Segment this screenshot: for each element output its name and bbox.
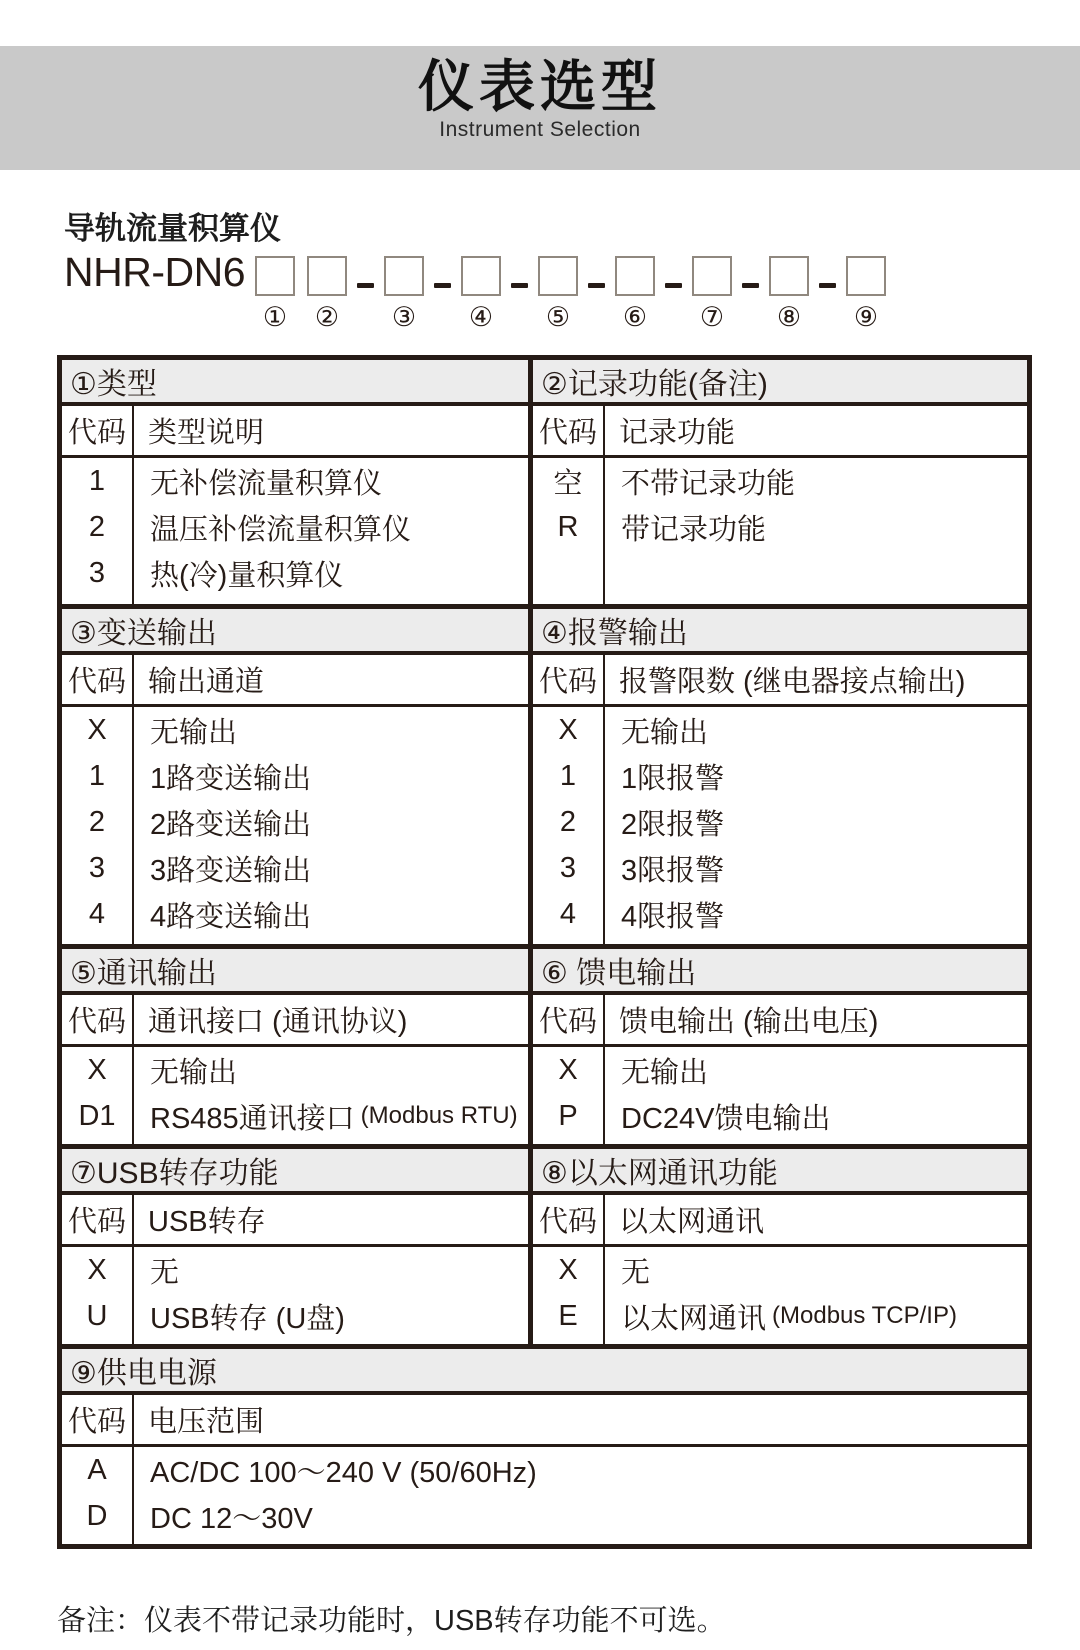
code-cell: 1: [88, 464, 106, 497]
model-code-box-4: [461, 256, 501, 296]
desc-column-header: 输出通道: [148, 666, 265, 698]
desc-cell: 温压补偿流量积算仪: [150, 513, 412, 546]
section-header: ⑧以太网通讯功能: [533, 1149, 1027, 1195]
code-cell: U: [86, 1299, 108, 1332]
code-cell: X: [87, 713, 107, 746]
desc-cell: 3限报警: [621, 854, 725, 887]
code-column-header: 代码: [62, 1195, 134, 1244]
desc-column-header: 馈电输出 (输出电压): [619, 1006, 879, 1038]
desc-cell: 以太网通讯 (Modbus TCP/IP): [621, 1302, 957, 1335]
section-alarm-output: [533, 609, 1027, 944]
desc-cell: 热(冷)量积算仪: [150, 559, 344, 592]
code-column-header: 代码: [62, 995, 134, 1044]
model-slot-6: [615, 256, 655, 332]
desc-column-header: 电压范围: [148, 1406, 265, 1438]
desc-cell: 4限报警: [621, 900, 725, 933]
code-cell: 4: [559, 897, 577, 930]
desc-cell: USB转存 (U盘): [150, 1302, 345, 1335]
desc-cell: 4路变送输出: [150, 900, 312, 933]
section-row-1-2: [62, 360, 1027, 604]
position-label-1: ①: [262, 302, 288, 333]
section-ethernet: [533, 1149, 1027, 1344]
code-column-header: 代码: [62, 1395, 134, 1444]
desc-column-header: 类型说明: [148, 417, 265, 449]
product-name: 导轨流量积算仪: [64, 211, 281, 246]
footnote: 备注：仪表不带记录功能时，USB转存功能不可选。: [57, 1605, 726, 1637]
section-header: ⑥ 馈电输出: [533, 949, 1027, 995]
desc-cell: 不带记录功能: [621, 467, 796, 500]
model-code-box-8: [769, 256, 809, 296]
code-cell: X: [87, 1253, 107, 1286]
code-column-header: 代码: [62, 655, 134, 704]
page-subtitle: Instrument Selection: [439, 118, 641, 141]
section-header: ③变送输出: [62, 609, 528, 655]
code-cell: A: [87, 1453, 107, 1486]
model-slot-4: [461, 256, 501, 332]
model-slot-9: [846, 256, 886, 332]
code-cell: X: [558, 713, 578, 746]
desc-cell: RS485通讯接口 (Modbus RTU): [150, 1102, 518, 1135]
desc-cell: 无输出: [150, 716, 238, 749]
section-header: ②记录功能(备注): [533, 360, 1027, 406]
section-row-7-8: [62, 1144, 1027, 1344]
desc-column-header: 记录功能: [619, 417, 736, 449]
code-column-header: 代码: [533, 995, 605, 1044]
desc-cell: DC 12～30V: [150, 1502, 313, 1535]
model-slot-8: [769, 256, 809, 332]
dash-separator: [357, 283, 374, 288]
dash-separator: [588, 283, 605, 288]
section-transmit-output: [62, 609, 533, 944]
desc-cell: 带记录功能: [621, 513, 767, 546]
position-label-3: ③: [391, 302, 417, 333]
position-label-2: ②: [314, 302, 340, 333]
model-prefix: NHR-DN6: [64, 249, 245, 295]
code-cell: 3: [559, 851, 577, 884]
position-label-8: ⑧: [776, 302, 802, 333]
code-column-header: 代码: [533, 655, 605, 704]
section-header: ①类型: [62, 360, 528, 406]
model-slot-7: [692, 256, 732, 332]
position-label-4: ④: [468, 302, 494, 333]
section-header: ⑤通讯输出: [62, 949, 528, 995]
code-cell: 2: [88, 510, 106, 543]
code-cell: D1: [78, 1099, 116, 1132]
model-code-box-2: [307, 256, 347, 296]
model-code-box-6: [615, 256, 655, 296]
selection-table: [57, 355, 1032, 1549]
section-usb: [62, 1149, 533, 1344]
code-cell: 3: [88, 851, 106, 884]
position-label-9: ⑨: [853, 302, 879, 333]
section-communication: [62, 949, 533, 1144]
code-cell: 4: [88, 897, 106, 930]
desc-cell: 无: [621, 1256, 651, 1289]
desc-cell: 2限报警: [621, 808, 725, 841]
model-code-box-9: [846, 256, 886, 296]
code-cell: E: [558, 1299, 578, 1332]
desc-cell: 2路变送输出: [150, 808, 312, 841]
model-slot-1: [255, 256, 295, 332]
code-column-header: 代码: [533, 1195, 605, 1244]
desc-cell: 无输出: [150, 1056, 238, 1089]
code-cell: 1: [559, 759, 577, 792]
position-label-6: ⑥: [622, 302, 648, 333]
dash-separator: [742, 283, 759, 288]
code-column-header: 代码: [533, 406, 605, 455]
model-code-line: [64, 246, 886, 332]
desc-column-header: USB转存: [148, 1206, 266, 1238]
section-power: [62, 1349, 1027, 1544]
code-cell: D: [86, 1499, 108, 1532]
code-cell: 空: [553, 467, 583, 500]
section-row-5-6: [62, 944, 1027, 1144]
desc-column-header: 报警限数 (继电器接点输出): [619, 666, 966, 698]
section-feed-output: [533, 949, 1027, 1144]
code-cell: X: [87, 1053, 107, 1086]
model-slot-5: [538, 256, 578, 332]
model-code-box-3: [384, 256, 424, 296]
page-title: 仪表选型: [418, 55, 662, 118]
code-column-header: 代码: [62, 406, 134, 455]
code-cell: 2: [559, 805, 577, 838]
model-code-box-5: [538, 256, 578, 296]
section-row-3-4: [62, 604, 1027, 944]
desc-cell: 无补偿流量积算仪: [150, 467, 383, 500]
section-header: ⑦USB转存功能: [62, 1149, 528, 1195]
dash-separator: [434, 283, 451, 288]
desc-column-header: 以太网通讯: [619, 1206, 765, 1238]
model-slot-3: [384, 256, 424, 332]
code-cell: 2: [88, 805, 106, 838]
section-row-9: [62, 1344, 1027, 1544]
dash-separator: [511, 283, 528, 288]
desc-cell: AC/DC 100～240 V (50/60Hz): [150, 1456, 537, 1489]
code-cell: R: [557, 510, 579, 543]
desc-cell: DC24V馈电输出: [621, 1102, 831, 1135]
desc-cell: 3路变送输出: [150, 854, 312, 887]
code-cell: X: [558, 1253, 578, 1286]
code-cell: 3: [88, 556, 106, 589]
model-code-box-1: [255, 256, 295, 296]
dash-separator: [665, 283, 682, 288]
section-type: [62, 360, 533, 604]
section-header: ④报警输出: [533, 609, 1027, 655]
position-label-5: ⑤: [545, 302, 571, 333]
section-record: [533, 360, 1027, 604]
desc-cell: 无: [150, 1256, 180, 1289]
code-cell: 1: [88, 759, 106, 792]
model-slot-2: [307, 256, 347, 332]
code-cell: X: [558, 1053, 578, 1086]
dash-separator: [819, 283, 836, 288]
desc-column-header: 通讯接口 (通讯协议): [148, 1006, 408, 1038]
model-code-box-7: [692, 256, 732, 296]
desc-cell: 无输出: [621, 716, 709, 749]
desc-cell: 无输出: [621, 1056, 709, 1089]
desc-cell: 1限报警: [621, 762, 725, 795]
code-cell: P: [558, 1099, 578, 1132]
section-header: ⑨供电电源: [62, 1349, 1027, 1395]
desc-cell: 1路变送输出: [150, 762, 312, 795]
title-banner: [0, 46, 1080, 170]
position-label-7: ⑦: [699, 302, 725, 333]
